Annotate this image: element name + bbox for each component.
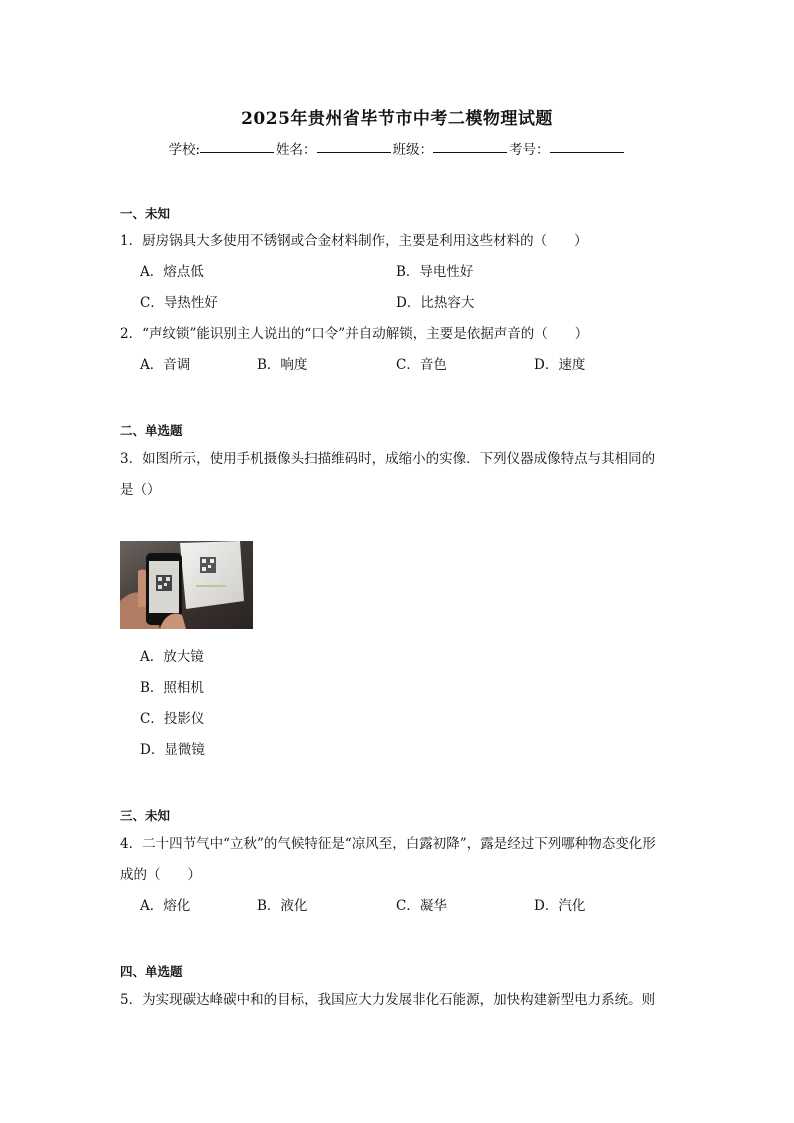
q3-option-a: A．放大镜 — [140, 649, 204, 665]
q3-option-b: B．照相机 — [140, 680, 204, 696]
q1-option-c: C．导热性好 — [140, 295, 218, 311]
q1-option-a: A．熔点低 — [140, 264, 204, 280]
q1-option-b: B．导电性好 — [396, 264, 474, 280]
q4-option-d: D．汽化 — [534, 898, 586, 914]
q2-option-c: C．音色 — [396, 357, 447, 373]
phone-scanning-qr-image — [120, 541, 253, 629]
question-3-text-line1: 3．如图所示，使用手机摄像头扫描维码时，成缩小的实像．下列仪器成像特点与其相同的 — [120, 451, 656, 467]
q4-option-a: A．熔化 — [140, 898, 191, 914]
section-heading: 三、未知 — [120, 808, 171, 823]
question-3-text-line2: 是（） — [120, 482, 161, 498]
section-heading: 一、未知 — [120, 206, 171, 221]
student-info-line — [0, 138, 794, 158]
section-heading: 四、单选题 — [120, 964, 183, 979]
school-label: 学校: — [168, 142, 201, 158]
question-1-text: 1．厨房锅具大多使用不锈钢或合金材料制作，主要是利用这些材料的（ ） — [120, 233, 588, 249]
q4-option-b: B．液化 — [257, 898, 308, 914]
class-blank[interactable] — [433, 138, 507, 153]
name-label: 姓名： — [276, 142, 317, 158]
name-blank[interactable] — [317, 138, 391, 153]
class-label: 班级： — [392, 142, 434, 158]
q2-option-b: B．响度 — [257, 357, 308, 373]
question-5-text: 5．为实现碳达峰碳中和的目标，我国应大力发展非化石能源，加快构建新型电力系统。则 — [120, 992, 656, 1008]
number-blank[interactable] — [550, 138, 624, 153]
section-heading: 二、单选题 — [120, 423, 183, 438]
q4-option-c: C．凝华 — [396, 898, 447, 914]
q1-option-d: D．比热容大 — [396, 295, 475, 311]
question-2-text: 2．“声纹锁”能识别主人说出的“口令”并自动解锁，主要是依据声音的（ ） — [120, 326, 589, 342]
q3-option-d: D．显微镜 — [140, 742, 205, 758]
q2-option-a: A．音调 — [140, 357, 191, 373]
q2-option-d: D．速度 — [534, 357, 586, 373]
number-label: 考号： — [509, 142, 550, 158]
question-4-text-line1: 4．二十四节气中“立秋”的气候特征是“凉风至，白露初降”，露是经过下列哪种物态变化形 — [120, 836, 656, 852]
page-title: 2025年贵州省毕节市中考二模物理试题 — [241, 109, 553, 129]
q3-option-c: C．投影仪 — [140, 711, 205, 727]
question-4-text-line2: 成的（ ） — [120, 867, 201, 883]
school-blank[interactable] — [200, 138, 274, 153]
